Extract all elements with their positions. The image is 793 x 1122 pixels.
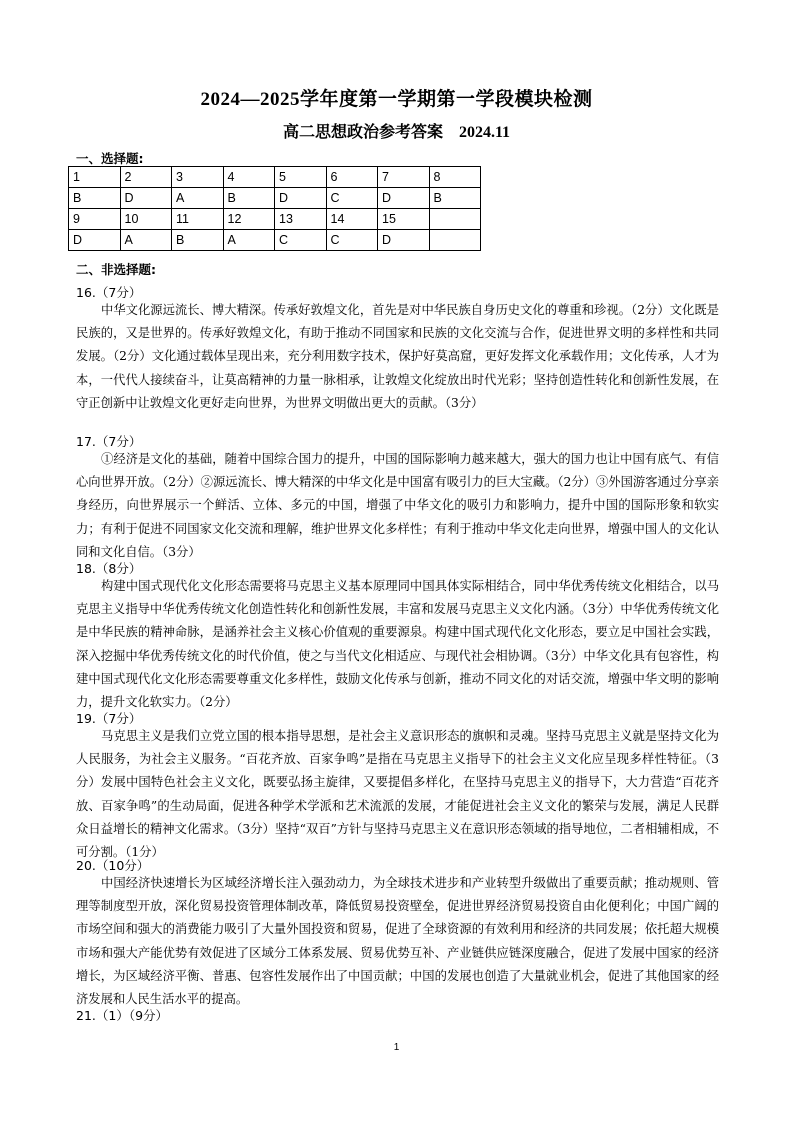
question-21-header: 21.（1）（9分）	[76, 1008, 169, 1023]
answer-table-row	[69, 209, 481, 230]
section-heading-choice: 一、选择题:	[76, 151, 144, 166]
page-number: 1	[393, 1042, 400, 1053]
question-18-header: 18.（8分）	[76, 561, 142, 576]
answer-table-cell: B	[223, 188, 275, 209]
answer-table-cell: D	[120, 188, 172, 209]
answer-table-cell: 10	[120, 209, 172, 230]
answer-table-cell: A	[223, 230, 275, 251]
answer-table-cell: C	[326, 230, 378, 251]
answer-table-cell: 7	[378, 167, 430, 188]
question-17-answer: ①经济是文化的基础，随着中国综合国力的提升，中国的国际影响力越来越大，强大的国力也让中国有底气、有信心向世界开放。（2分）②源远流长、博大精深的中华文化是中国富有吸引力的巨大宝藏。（2分）③外国游客通过分享亲身经历，向世界展示一个鲜活、立体、多元的中国，增强了中华文化的吸引力和影响力，提升中国的国际形象和软实力；有利于促进不同国家文化交流和理解，维护世界文化多样性；有利于推动中华文化走向世界，增强中国人的文化认同和文化自信。（3分）	[76, 452, 719, 559]
answer-table-cell: 11	[172, 209, 224, 230]
answer-table-cell: D	[275, 188, 327, 209]
answer-table	[68, 166, 481, 251]
question-18-answer: 构建中国式现代化文化形态需要将马克思主义基本原理同中国具体实际相结合，同中华优秀传统文化相结合，以马克思主义指导中华优秀传统文化创造性转化和创新性发展，丰富和发展马克思主义文化内涵。（3分）中华优秀传统文化是中华民族的精神命脉，是涵养社会主义核心价值观的重要源泉。构建中国式现代化文化形态，要立足中国社会实践，深入挖掘中华优秀传统文化的时代价值，使之与当代文化相适应、与现代社会相协调。（3分）中华文化具有包容性，构建中国式现代化文化形态需要尊重文化多样性，鼓励文化传承与创新，推动不同文化的对话交流，增强中华文明的影响力，提升文化软实力。（2分）	[76, 579, 719, 710]
answer-table-cell: D	[69, 230, 121, 251]
answer-table-cell: 4	[223, 167, 275, 188]
question-19-answer: 马克思主义是我们立党立国的根本指导思想，是社会主义意识形态的旗帜和灵魂。坚持马克思主义就是坚持文化为人民服务，为社会主义服务。“百花齐放、百家争鸣”是指在马克思主义指导下的社会主义文化应呈现多样性特征。（3分）发展中国特色社会主义文化，既要弘扬主旋律，又要提倡多样化，在坚持马克思主义的指导下，大力营造“百花齐放、百家争鸣”的生动局面，促进各种学术学派和艺术流派的发展，才能促进社会主义文化的繁荣与发展，满足人民群众日益增长的精神文化需求。（3分）坚持“双百”方针与坚持马克思主义在意识形态领域的指导地位，二者相辅相成，不可分割。（1分）	[76, 729, 719, 860]
answer-table-cell: A	[120, 230, 172, 251]
answer-table-cell: 13	[275, 209, 327, 230]
answer-table-cell: A	[172, 188, 224, 209]
answer-table-cell: 15	[378, 209, 430, 230]
answer-table-cell: 5	[275, 167, 327, 188]
answer-table-cell: C	[326, 188, 378, 209]
answer-table-row	[69, 188, 481, 209]
answer-table-cell: D	[378, 188, 430, 209]
question-16-header: 16.（7分）	[76, 285, 142, 300]
answer-table-cell: B	[69, 188, 121, 209]
answer-table-cell: 6	[326, 167, 378, 188]
answer-table-cell: B	[429, 188, 481, 209]
answer-table-cell: 3	[172, 167, 224, 188]
answer-table-cell: B	[172, 230, 224, 251]
answer-table-cell: D	[378, 230, 430, 251]
question-20-answer: 中国经济快速增长为区域经济增长注入强劲动力，为全球技术进步和产业转型升级做出了重要贡献；推动规则、管理等制度型开放，深化贸易投资管理体制改革，降低贸易投资壁垒，促进世界经济贸易投资自由化便利化；中国广阔的市场空间和强大的消费能力吸引了大量外国投资和贸易，促进了全球资源的有效利用和经济的共同发展；依托超大规模市场和强大产能优势有效促进了区域分工体系发展、贸易优势互补、产业链供应链深度融合，促进了发展中国家的经济增长，为区域经济平衡、普惠、包容性发展作出了中国贡献；中国的发展也创造了大量就业机会，促进了其他国家的经济发展和人民生活水平的提高。	[76, 876, 719, 1007]
question-19-header: 19.（7分）	[76, 711, 142, 726]
answer-table-cell	[429, 209, 481, 230]
answer-table-cell: 8	[429, 167, 481, 188]
answer-table-cell: 2	[120, 167, 172, 188]
section-heading-open: 二、非选择题:	[76, 262, 156, 277]
question-20-header: 20.（10分）	[76, 858, 150, 873]
answer-table-cell: 9	[69, 209, 121, 230]
answer-table-row	[69, 167, 481, 188]
answer-table-cell	[429, 230, 481, 251]
answer-table-row	[69, 230, 481, 251]
question-16-answer: 中华文化源远流长、博大精深。传承好敦煌文化，首先是对中华民族自身历史文化的尊重和珍视。（2分）文化既是民族的，又是世界的。传承好敦煌文化，有助于推动不同国家和民族的文化交流与合作，促进世界文明的多样性和共同发展。（2分）文化通过载体呈现出来，充分利用数字技术，保护好莫高窟，更好发挥文化承载作用；文化传承，人才为本，一代代人接续奋斗，让莫高精神的力量一脉相承，让敦煌文化绽放出时代光彩；坚持创造性转化和创新性发展，在守正创新中让敦煌文化更好走向世界，为世界文明做出更大的贡献。（3分）	[76, 303, 719, 410]
document-title: 2024—2025学年度第一学期第一学段模块检测	[200, 89, 593, 110]
document-subtitle: 高二思想政治参考答案 2024.11	[282, 124, 511, 141]
answer-table-cell: C	[275, 230, 327, 251]
answer-table-cell: 1	[69, 167, 121, 188]
question-17-header: 17.（7分）	[76, 434, 142, 449]
answer-table-cell: 12	[223, 209, 275, 230]
answer-table-cell: 14	[326, 209, 378, 230]
